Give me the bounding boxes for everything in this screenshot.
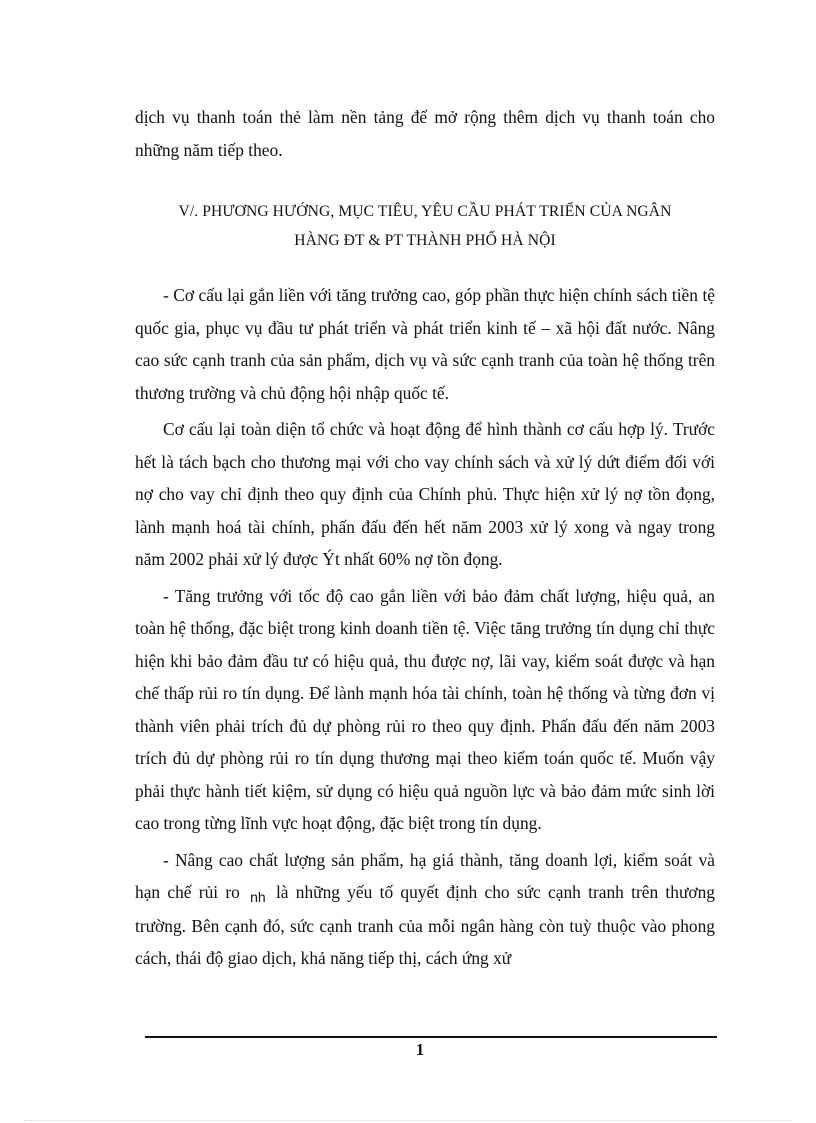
footer-divider — [145, 1036, 717, 1038]
document-body — [135, 101, 715, 975]
competitiveness-text-start: - Nâng cao chất lượng sản phẩm, hạ giá thành, tăng doanh lợi, kiểm soát và hạn chế rủi ro — [135, 849, 715, 902]
page-bottom-edge — [24, 1120, 792, 1121]
section-heading-line-1: V/. PHƯƠNG HƯỚNG, MỤC TIÊU, YÊU CẦU PHÁT TRIỂN CỦA NGÂN — [178, 203, 672, 220]
intro-line-2: cho những năm tiếp theo. — [135, 107, 715, 160]
intro-line-1: dịch vụ thanh toán thẻ làm nền tảng để mở rộng thêm dịch vụ thanh toán — [135, 107, 683, 127]
competitiveness-text-end: là những yếu tố quyết định cho sức cạnh tranh trên thương trường. Bên cạnh đó, sức cạnh tranh của mỗi ngân hàng còn tuỳ thuộc vào phong cách, thái độ giao dịch, khả năng tiếp thị, cách ứng xử — [135, 882, 715, 968]
paragraph-competitiveness — [135, 844, 715, 975]
section-heading-line-2: HÀNG ĐT & PT THÀNH PHỐ HÀ NỘI — [294, 232, 556, 249]
page-number: 1 — [415, 1040, 425, 1059]
intro-paragraph — [135, 101, 715, 166]
paragraph-growth-quality: - Tăng trưởng với tốc độ cao gắn liền với bảo đảm chất lượng, hiệu quả, an toàn hệ thống, đặc biệt trong kinh doanh tiền tệ. Việc tăng trưởng tín dụng chỉ thực hiện khi bảo đảm đầu tư có hiệu quả, thu được nợ, lãi vay, kiểm soát được và hạn chế thấp rủi ro tín dụng. Để lành mạnh hóa tài chính, toàn hệ thống và từng đơn vị thành viên phải trích đủ dự phòng rủi ro theo quy định. Phấn đấu đến năm 2003 trích đủ dự phòng rủi ro tín dụng thương mại theo kiểm toán quốc tế. Muốn vậy phải thực hành tiết kiệm, sử dụng có hiệu quả nguồn lực và bảo đảm mức sinh lời cao trong từng lĩnh vực hoạt động, đặc biệt trong tín dụng. — [135, 585, 715, 833]
paragraph-restructuring: - Cơ cấu lại gắn liền với tăng trưởng cao, góp phần thực hiện chính sách tiền tệ quốc gia, phục vụ đầu tư phát triển và phát triển kinh tế – xã hội đất nước. Nâng cao sức cạnh tranh của sản phẩm, dịch vụ và sức cạnh tranh của toàn hệ thống trên thương trường và chủ động hội nhập quốc tế. — [135, 285, 715, 403]
paragraph-organization: Cơ cấu lại toàn diện tổ chức và hoạt động để hình thành cơ cấu hợp lý. Trước hết là tách bạch cho thương mại với cho vay chính sách và xử lý dứt điểm đối với nợ cho vay chỉ định theo quy định của Chính phủ. Thực hiện xử lý nợ tồn đọng, lành mạnh hoá tài chính, phấn đấu đến hết năm 2003 xử lý xong và ngay trong năm 2002 phải xử lý được Ýt nhất 60% nợ tồn đọng. — [135, 419, 715, 569]
stray-nh-mark: nh — [250, 889, 266, 905]
section-heading — [135, 197, 715, 255]
